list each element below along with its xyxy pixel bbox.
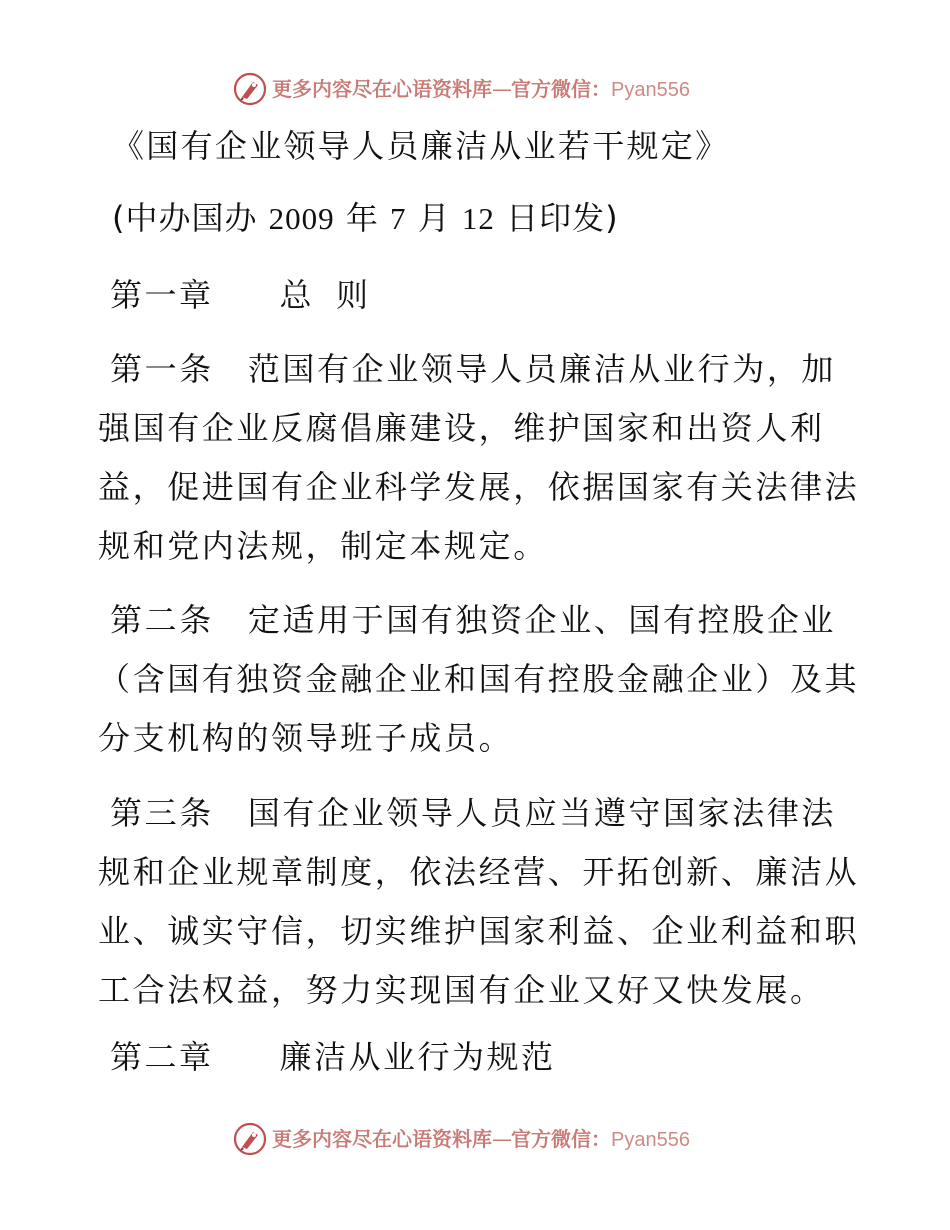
issue-month: 7 [390, 201, 407, 236]
article-1-row-1: 强国有企业反腐倡廉建设，维护国家和出资人利 [98, 409, 825, 447]
chapter-2-heading [110, 1039, 556, 1075]
watermark-wechat-id: Pyan556 [611, 1129, 690, 1151]
chapter-2-title: 廉洁从业行为规范 [279, 1038, 556, 1076]
article-3 [98, 784, 858, 1020]
article-3-row-3: 工合法权益，努力实现国有企业又好又快发展。 [98, 971, 825, 1009]
article-2-row-1: （含国有独资金融企业和国有控股金融企业）及其 [98, 660, 860, 698]
pen-logo-icon [233, 1122, 267, 1156]
article-1-row-0: 范国有企业领导人员廉洁从业行为，加 [247, 350, 837, 388]
watermark-dash: — [492, 1127, 511, 1151]
watermark-wechat-id: Pyan556 [611, 79, 690, 101]
watermark-brand: 更多内容尽在心语资料库 [272, 1127, 492, 1151]
issue-day-suffix: 日印发) [494, 199, 619, 237]
footer-watermark [0, 1120, 950, 1160]
watermark-dash: — [492, 77, 511, 101]
article-3-row-0: 国有企业领导人员应当遵守国家法律法 [247, 794, 837, 832]
article-1-label: 第一条 [110, 350, 214, 388]
article-3-row-2: 业、诚实守信，切实维护国家利益、企业利益和职 [98, 912, 860, 950]
article-2-row-2: 分支机构的领导班子成员。 [98, 719, 514, 757]
article-2-row-0: 定适用于国有独资企业、国有控股企业 [247, 601, 837, 639]
article-1-row-2: 益，促进国有企业科学发展，依据国家有关法律法 [98, 468, 860, 506]
issue-day: 12 [461, 201, 495, 236]
chapter-1-label: 第一章 [110, 276, 214, 314]
watermark-wechat-label: 官方微信： [511, 1127, 611, 1151]
issue-year: 2009 [268, 201, 335, 236]
article-1-first-row [98, 340, 858, 399]
header-watermark [0, 70, 950, 110]
pen-logo-icon [233, 72, 267, 106]
issue-prefix: (中办国办 [112, 199, 269, 237]
watermark-text [272, 77, 690, 102]
article-3-first-row [98, 784, 858, 843]
watermark-text [272, 1127, 690, 1152]
issue-year-suffix: 年 [334, 199, 391, 237]
article-2-first-row [98, 591, 858, 650]
issue-month-suffix: 月 [406, 199, 462, 237]
article-2-label: 第二条 [110, 601, 214, 639]
chapter-1-title-b: 则 [336, 276, 371, 314]
document-title: 《国有企业领导人员廉洁从业若干规定》 [112, 127, 730, 165]
article-1-row-3: 规和党内法规，制定本规定。 [98, 527, 548, 565]
chapter-2-label: 第二章 [110, 1038, 214, 1076]
article-2 [98, 591, 858, 768]
article-3-label: 第三条 [110, 794, 214, 832]
watermark-brand: 更多内容尽在心语资料库 [272, 77, 492, 101]
issue-info [112, 200, 619, 237]
chapter-1-title-a: 总 [279, 276, 315, 314]
chapter-1-heading [110, 277, 371, 313]
article-1 [98, 340, 858, 576]
watermark-wechat-label: 官方微信： [511, 77, 611, 101]
article-3-row-1: 规和企业规章制度，依法经营、开拓创新、廉洁从 [98, 853, 860, 891]
